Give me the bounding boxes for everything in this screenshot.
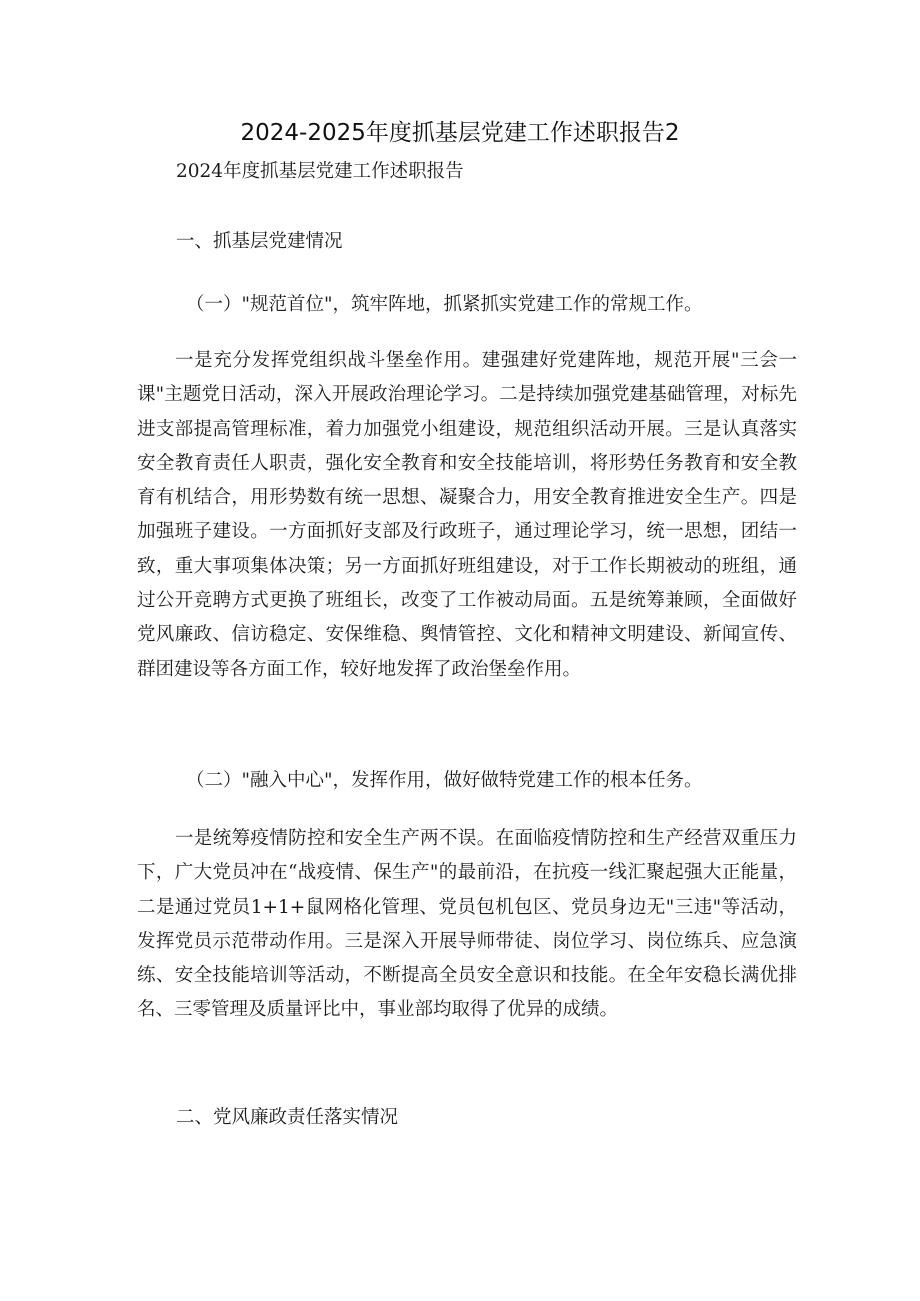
section-one-heading: 一、抓基层党建情况 [176,231,343,252]
document-subtitle: 2024年度抓基层党建工作述职报告 [176,161,464,182]
paragraph-two: 一是统筹疫情防控和安全生产两不误。在面临疫情防控和生产经营双重压力下，广大党员冲在“战疫情、保生产"的最前沿，在抗疫一线汇聚起强大正能量，二是通过党员1+1+鼠网格化管理、党员包机包区、党员身边无"三违"等活动，发挥党员示范带动作用。三是深入开展导师带徒、岗位学习、岗位练兵、应急演练、安全技能培训等活动，不断提高全员安全意识和技能。在全年安稳长满优排名、三零管理及质量评比中，事业部均取得了优异的成绩。 [137,828,797,1021]
subsection-two-heading: （二）"融入中心"，发挥作用，做好做特党建工作的根本任务。 [186,770,703,791]
document-title: 2024-2025年度抓基层党建工作述职报告2 [240,120,680,146]
paragraph-one: 一是充分发挥党组织战斗堡垒作用。建强建好党建阵地，规范开展"三会一课"主题党日活动，深入开展政治理论学习。二是持续加强党建基础管理，对标先进支部提高管理标准，着力加强党小组建设，规范组织活动开展。三是认真落实安全教育责任人职责，强化安全教育和安全技能培训，将形势任务教育和安全教育有机结合，用形势数有统一思想、凝聚合力，用安全教育推进安全生产。四是加强班子建设。一方面抓好支部及行政班子，通过理论学习，统一思想，团结一致，重大事项集体决策；另一方面抓好班组建设，对于工作长期被动的班组，通过公开竞聘方式更换了班组长，改变了工作被动局面。五是统筹兼顾，全面做好党风廉政、信访稳定、安保维稳、舆情管控、文化和精神文明建设、新闻宣传、群团建设等各方面工作，较好地发挥了政治堡垒作用。 [137,350,797,680]
section-two-heading: 二、党风廉政责任落实情况 [176,1107,399,1128]
subsection-one-heading: （一）"规范首位"，筑牢阵地，抓紧抓实党建工作的常规工作。 [186,294,703,315]
